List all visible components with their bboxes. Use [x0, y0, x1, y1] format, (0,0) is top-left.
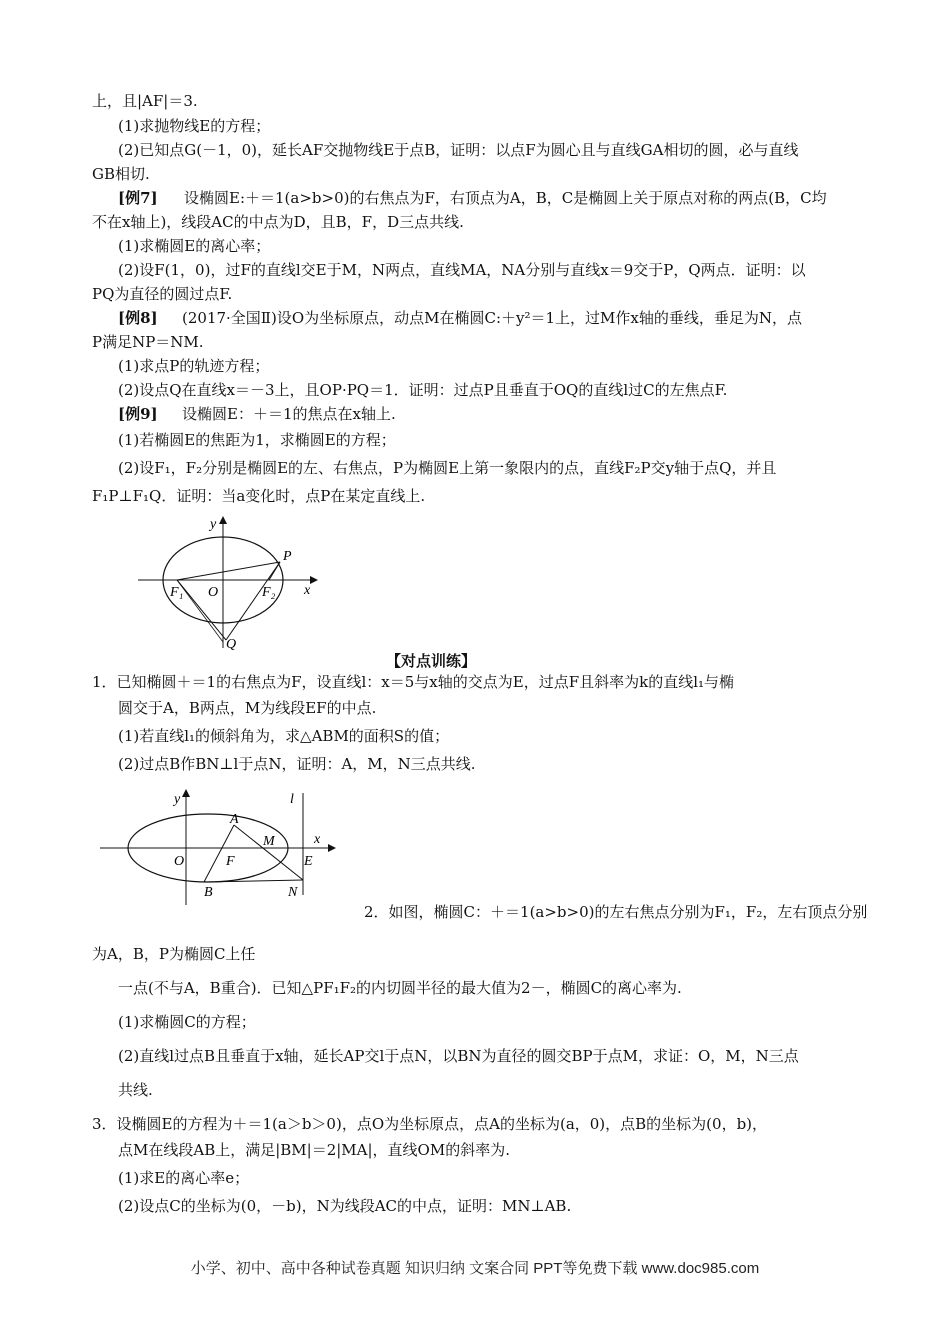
ellipse-figure-1 — [130, 512, 330, 652]
text-line: (2)过点B作BN⊥l于点N，证明：A，M，N三点共线. — [118, 755, 476, 773]
text-line: (2)直线l过点B且垂直于x轴，延长AP交l于点N，以BN为直径的圆交BP于点M，求证：O，M，N三点 — [118, 1047, 799, 1065]
example-label: [例8] — [118, 309, 158, 327]
text-line: 3．设椭圆E的方程为＋＝1(a＞b＞0)，点O为坐标原点，点A的坐标为(a，0)，点B的坐标为(0，b)， — [92, 1115, 768, 1133]
text-line: 共线. — [118, 1081, 153, 1099]
label-x: x — [304, 583, 311, 598]
text-line: (2)设点Q在直线x＝－3上，且OP·PQ＝1．证明：过点P且垂直于OQ的直线l过C的左焦点F. — [118, 381, 728, 399]
label-f2: F₂ — [262, 585, 276, 600]
label-n: N — [288, 885, 298, 900]
ellipse-figure-2 — [98, 785, 343, 910]
example-label: [例9] — [118, 405, 158, 423]
text-line: 设椭圆E:＋＝1(a>b>0)的右焦点为F，右顶点为A，B，C是椭圆上关于原点对称的两点(B，C均 — [184, 189, 827, 207]
label-l: l — [290, 792, 294, 807]
segment-f1-q — [177, 580, 226, 640]
text-line: GB相切. — [92, 165, 150, 183]
text-line: (1)求抛物线E的方程； — [118, 117, 271, 135]
label-q: Q — [226, 637, 237, 652]
text-line: (2017·全国Ⅱ)设O为坐标原点，动点M在椭圆C:＋y²＝1上，过M作x轴的垂线，垂足为N，点 — [182, 309, 803, 327]
text-line: (1)若椭圆E的焦距为1，求椭圆E的方程； — [118, 431, 396, 449]
label-m: M — [263, 834, 275, 849]
text-line: 上，且|AF|＝3. — [92, 92, 198, 110]
segment-b-n — [204, 880, 303, 882]
text-line: 设椭圆E：＋＝1的焦点在x轴上. — [182, 405, 396, 423]
label-a: A — [230, 812, 239, 827]
text-line: 一点(不与A，B重合)．已知△PF₁F₂的内切圆半径的最大值为2－，椭圆C的离心率为. — [118, 979, 682, 997]
label-b: B — [204, 885, 213, 900]
text-line: 1．已知椭圆＋＝1的右焦点为F，设直线l：x＝5与x轴的交点为E，过点F且斜率为k的直线l₁与椭 — [92, 673, 735, 691]
text-line: P满足NP＝NM. — [92, 333, 204, 351]
text-line: 2．如图，椭圆C：＋＝1(a>b>0)的左右焦点分别为F₁，F₂，左右顶点分别 — [364, 903, 868, 921]
segment-p-q — [226, 562, 280, 640]
label-p: P — [283, 549, 292, 564]
text-line: (1)求椭圆E的离心率； — [118, 237, 271, 255]
text-line: 圆交于A，B两点，M为线段EF的中点. — [118, 699, 377, 717]
text-line: (1)求点P的轨迹方程； — [118, 357, 270, 375]
text-line: (2)设F₁，F₂分别是椭圆E的左、右焦点，P为椭圆E上第一象限内的点，直线F₂P交y轴于点Q，并且 — [118, 459, 777, 477]
text-line: F₁P⊥F₁Q．证明：当a变化时，点P在某定直线上. — [92, 487, 426, 505]
label-o: O — [174, 854, 185, 869]
example-label: [例7] — [118, 189, 158, 207]
text-line: (2)已知点G(－1，0)，延长AF交抛物线E于点B，证明：以点F为圆心且与直线GA相切的圆，必与直线 — [118, 141, 799, 159]
label-e: E — [304, 854, 313, 869]
footer-text: 小学、初中、高中各种试卷真题 知识归纳 文案合同 PPT等免费下载 www.doc985.com — [190, 1260, 760, 1277]
text-line: (1)若直线l₁的倾斜角为，求△ABM的面积S的值； — [118, 727, 450, 745]
text-line: (1)求E的离心率e； — [118, 1169, 250, 1187]
text-line: (2)设F(1，0)，过F的直线l交E于M，N两点，直线MA，NA分别与直线x＝9交于P，Q两点．证明：以 — [118, 261, 806, 279]
text-line: PQ为直径的圆过点F. — [92, 285, 233, 303]
label-y: y — [174, 792, 181, 807]
segment-f1-p — [177, 562, 280, 580]
text-line: 为A，B，P为椭圆C上任 — [92, 945, 256, 963]
section-title: 【对点训练】 — [386, 652, 477, 670]
text-line: 点M在线段AB上，满足|BM|＝2|MA|，直线OM的斜率为. — [118, 1141, 510, 1159]
label-x: x — [314, 832, 321, 847]
text-line: (2)设点C的坐标为(0，－b)，N为线段AC的中点，证明：MN⊥AB. — [118, 1197, 572, 1215]
text-line: (1)求椭圆C的方程； — [118, 1013, 256, 1031]
label-o: O — [208, 585, 219, 600]
label-y: y — [210, 517, 217, 532]
label-f: F — [226, 854, 235, 869]
label-f1: F₁ — [170, 585, 184, 600]
text-line: 不在x轴上)，线段AC的中点为D，且B，F，D三点共线. — [92, 213, 464, 231]
